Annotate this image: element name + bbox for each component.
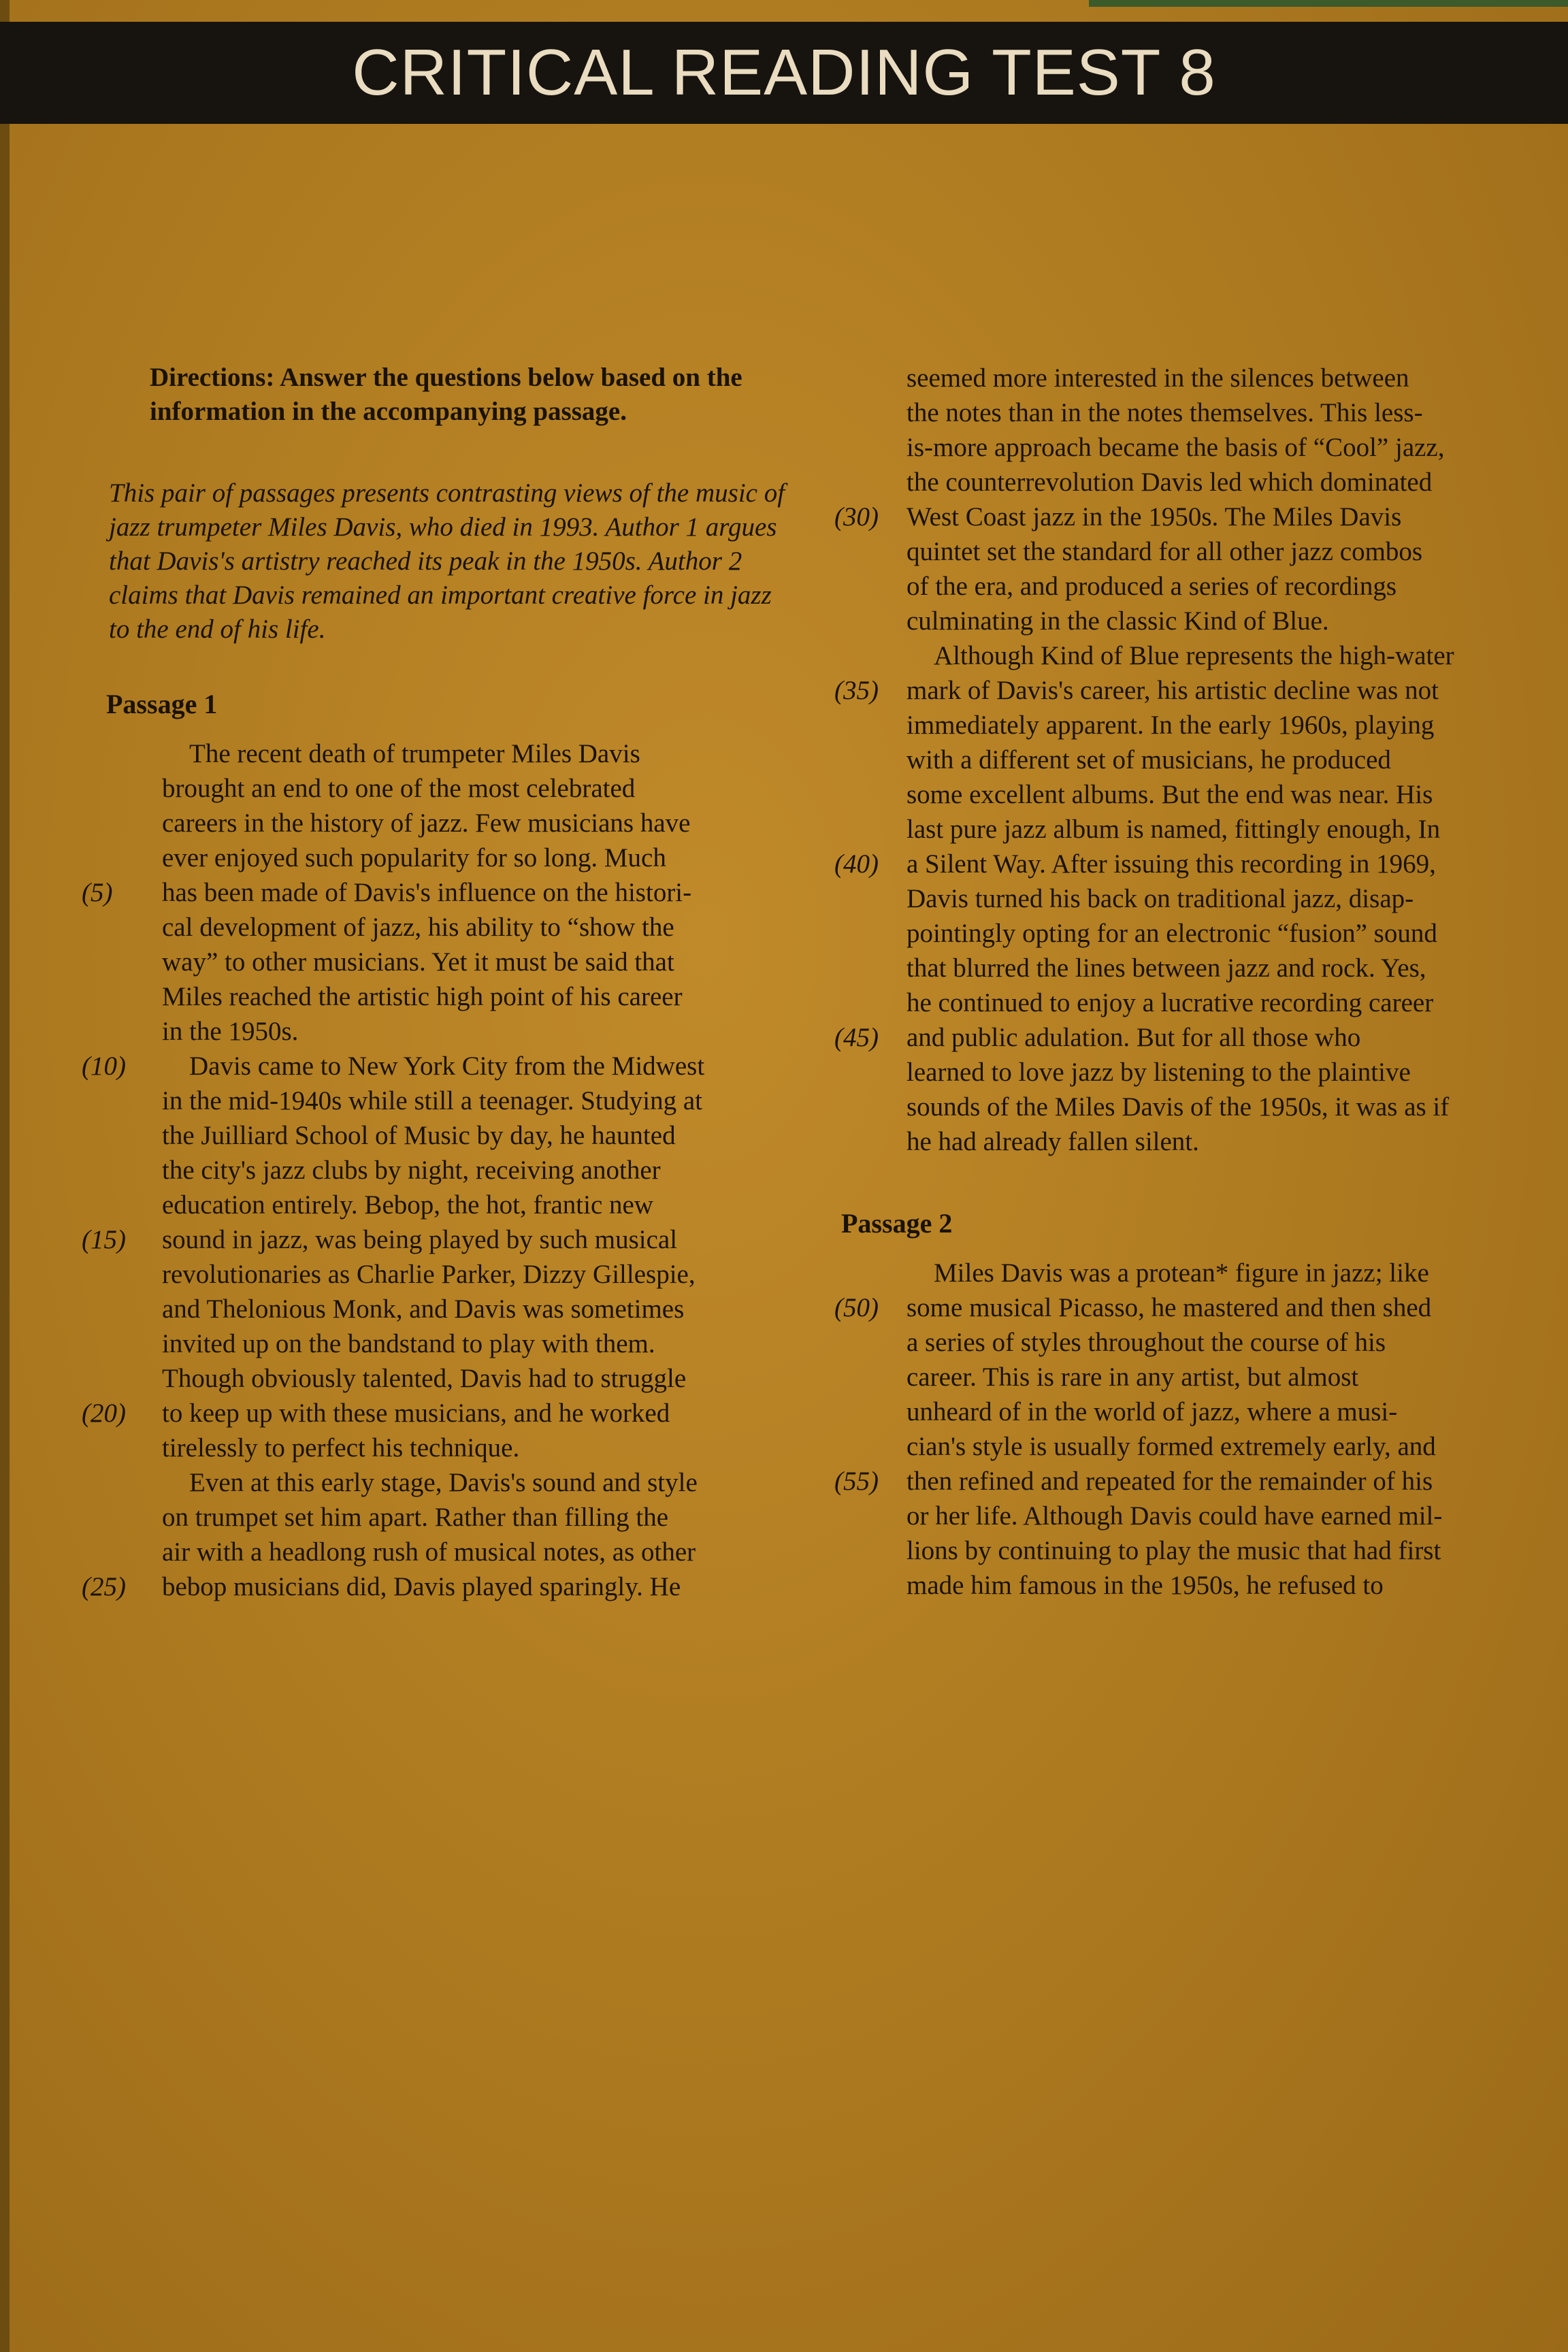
passage-line [841, 1394, 1529, 1429]
line-text: then refined and repeated for the remainder of his [906, 1467, 1433, 1496]
passage-line [82, 1535, 721, 1569]
passage-line [841, 742, 1529, 777]
passage-line [82, 979, 721, 1014]
line-text: some excellent albums. But the end was near. His [906, 780, 1433, 809]
line-text: pointingly opting for an electronic “fusion” sound [906, 919, 1437, 948]
passage-line [841, 1055, 1529, 1090]
line-text: Miles reached the artistic high point of his career [162, 982, 683, 1011]
line-text: quintet set the standard for all other jazz combos [906, 537, 1423, 566]
line-text: in the 1950s. [162, 1017, 299, 1046]
passage-line [841, 881, 1529, 916]
line-text: and public adulation. But for all those who [906, 1023, 1361, 1052]
line-text: has been made of Davis's influence on the histori- [162, 878, 692, 907]
intro-text: This pair of passages presents contrasting views of the music of jazz trumpeter Miles Davis, who died in 1993. Author 1 argues that Davis's artistry reached its peak in the 1950s. Author 2 claims that Davis remained an important creative force in jazz to the end of his life. [109, 478, 785, 644]
passage-line [834, 1464, 1529, 1499]
passage-line [82, 1014, 721, 1049]
passage-line [82, 1396, 721, 1431]
line-text: ever enjoyed such popularity for so long. Much [162, 843, 666, 872]
line-number: (20) [82, 1399, 126, 1428]
line-text: lions by continuing to play the music that had first [906, 1536, 1441, 1565]
passage-2-text [834, 1256, 1529, 1603]
line-text: he continued to enjoy a lucrative recording career [906, 988, 1434, 1017]
passage-line [841, 638, 1529, 673]
passage-line [82, 910, 721, 945]
passage-line [82, 1049, 721, 1083]
line-number: (25) [82, 1572, 126, 1601]
line-text: The recent death of trumpeter Miles Davis [189, 739, 640, 768]
passage-1-continued-text [834, 361, 1529, 1159]
passage-line [834, 847, 1529, 881]
line-text: unheard of in the world of jazz, where a musi- [906, 1397, 1398, 1426]
line-text: the city's jazz clubs by night, receiving another [162, 1156, 661, 1185]
passage-line [82, 1222, 721, 1257]
line-number: (30) [834, 502, 879, 532]
line-text: that blurred the lines between jazz and rock. Yes, [906, 953, 1426, 983]
line-number: (55) [834, 1467, 879, 1496]
line-text: he had already fallen silent. [906, 1127, 1199, 1156]
line-text: some musical Picasso, he mastered and then shed [906, 1293, 1432, 1322]
line-text: with a different set of musicians, he produced [906, 745, 1391, 774]
passage-1-text [82, 736, 721, 1604]
passage-line [841, 951, 1529, 985]
passage-line [82, 1465, 721, 1500]
passage-line [841, 361, 1529, 395]
line-text: West Coast jazz in the 1950s. The Miles Davis [906, 502, 1402, 532]
passage-line [834, 1020, 1529, 1055]
passage-line [82, 1361, 721, 1396]
line-text: the counterrevolution Davis led which dominated [906, 468, 1433, 497]
line-text: cian's style is usually formed extremely early, and [906, 1432, 1436, 1461]
line-text: in the mid-1940s while still a teenager. Studying at [162, 1086, 702, 1115]
passage-2-heading: Passage 2 [841, 1208, 953, 1239]
line-text: education entirely. Bebop, the hot, frantic new [162, 1190, 653, 1220]
passage-line [841, 1499, 1529, 1533]
line-text: mark of Davis's career, his artistic decline was not [906, 676, 1439, 705]
line-text: career. This is rare in any artist, but almost [906, 1362, 1359, 1392]
line-number: (40) [834, 849, 879, 879]
directions: Directions: Answer the questions below based on the information in the accompanying passage. [150, 363, 742, 426]
passage-line [841, 985, 1529, 1020]
line-text: invited up on the bandstand to play with them. [162, 1329, 655, 1358]
passage-line [841, 1256, 1529, 1290]
left-column [82, 361, 785, 1604]
passage-line [834, 500, 1529, 534]
passage-line [841, 1429, 1529, 1464]
passage-line [841, 569, 1529, 604]
page-edge [0, 0, 10, 2352]
line-text: air with a headlong rush of musical notes, as other [162, 1537, 696, 1567]
passage-line [841, 1124, 1529, 1159]
line-number: (10) [82, 1051, 126, 1081]
passage-line [841, 395, 1529, 430]
line-text: Davis came to New York City from the Midwest [189, 1051, 705, 1081]
line-text: Davis turned his back on traditional jazz, disap- [906, 884, 1414, 913]
line-text: way” to other musicians. Yet it must be said that [162, 947, 674, 977]
passage-line [841, 1533, 1529, 1568]
passage-line [82, 1188, 721, 1222]
passage-line [82, 1569, 721, 1604]
passage-line [841, 604, 1529, 638]
line-text: Miles Davis was a protean* figure in jazz; like [934, 1258, 1429, 1288]
line-text: Although Kind of Blue represents the high-water [934, 641, 1454, 670]
passage-line [834, 673, 1529, 708]
passage-line [82, 736, 721, 771]
passage-line [841, 916, 1529, 951]
passage-line [82, 1292, 721, 1326]
line-text: the notes than in the notes themselves. This less- [906, 398, 1423, 427]
line-text: made him famous in the 1950s, he refused to [906, 1571, 1384, 1600]
passage-line [841, 1325, 1529, 1360]
line-text: a Silent Way. After issuing this recording in 1969, [906, 849, 1436, 879]
passage-line [841, 534, 1529, 569]
passage-line [82, 1153, 721, 1188]
passage-line [834, 1290, 1529, 1325]
background-strip [1089, 0, 1568, 7]
line-number: (50) [834, 1293, 879, 1322]
line-text: tirelessly to perfect his technique. [162, 1433, 520, 1463]
passage-line [82, 1500, 721, 1535]
line-text: brought an end to one of the most celebrated [162, 774, 636, 803]
line-text: a series of styles throughout the course of his [906, 1328, 1386, 1357]
line-text: culminating in the classic Kind of Blue. [906, 606, 1329, 636]
passage-line [82, 1118, 721, 1153]
passage-1-heading: Passage 1 [106, 689, 218, 719]
line-text: is-more approach became the basis of “Cool” jazz, [906, 433, 1445, 462]
passage-line [82, 1431, 721, 1465]
line-text: Even at this early stage, Davis's sound and style [189, 1468, 698, 1497]
passage-line [82, 875, 721, 910]
passage-line [841, 1090, 1529, 1124]
line-text: or her life. Although Davis could have earned mil- [906, 1501, 1443, 1531]
passage-line [82, 945, 721, 979]
line-text: revolutionaries as Charlie Parker, Dizzy Gillespie, [162, 1260, 696, 1289]
passage-line [841, 1568, 1529, 1603]
line-text: and Thelonious Monk, and Davis was sometimes [162, 1294, 685, 1324]
passage-line [82, 1326, 721, 1361]
line-text: the Juilliard School of Music by day, he haunted [162, 1121, 676, 1150]
line-text: to keep up with these musicians, and he worked [162, 1399, 670, 1428]
line-text: seemed more interested in the silences between [906, 363, 1409, 393]
passage-line [82, 840, 721, 875]
page-title: CRITICAL READING TEST 8 [352, 36, 1216, 109]
line-number: (15) [82, 1225, 126, 1254]
right-column [834, 361, 1529, 1603]
line-text: careers in the history of jazz. Few musicians have [162, 808, 691, 838]
line-number: (5) [82, 878, 113, 907]
line-text: immediately apparent. In the early 1960s, playing [906, 710, 1435, 740]
passage-line [82, 1083, 721, 1118]
passage-line [841, 430, 1529, 465]
line-text: of the era, and produced a series of recordings [906, 572, 1397, 601]
passage-line [841, 777, 1529, 812]
line-text: learned to love jazz by listening to the plaintive [906, 1058, 1411, 1087]
passage-line [841, 812, 1529, 847]
line-text: cal development of jazz, his ability to “show the [162, 913, 674, 942]
line-text: bebop musicians did, Davis played sparingly. He [162, 1572, 681, 1601]
line-text: sounds of the Miles Davis of the 1950s, it was as if [906, 1092, 1450, 1122]
line-text: on trumpet set him apart. Rather than filling the [162, 1503, 669, 1532]
line-text: Though obviously talented, Davis had to struggle [162, 1364, 687, 1393]
line-text: sound in jazz, was being played by such musical [162, 1225, 678, 1254]
passage-line [82, 806, 721, 840]
passage-line [82, 1257, 721, 1292]
line-number: (45) [834, 1023, 879, 1052]
line-number: (35) [834, 676, 879, 705]
passage-line [82, 771, 721, 806]
line-text: last pure jazz album is named, fittingly enough, In [906, 815, 1441, 844]
passage-line [841, 708, 1529, 742]
passage-line [841, 1360, 1529, 1394]
passage-line [841, 465, 1529, 500]
